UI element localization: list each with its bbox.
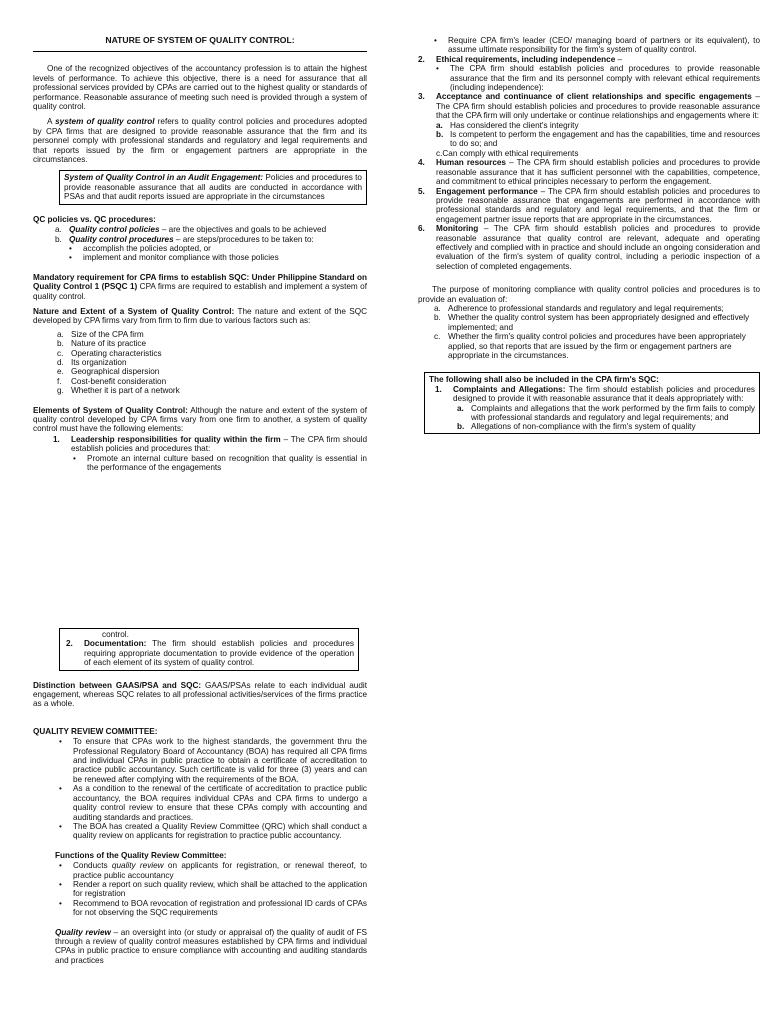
list-item: d. Its organization	[57, 357, 127, 367]
list-item: • Promote an internal culture based on recognition that quality is essential in the performance of the engagements	[73, 454, 367, 473]
left-column	[33, 36, 367, 472]
qc-list	[55, 225, 367, 263]
list-item: b. Quality control procedures – are steps/procedures to be taken to: • accomplish the policies adopted, or • implement and monitor compliance with those policies	[55, 235, 367, 263]
element-4: 4. Human resources – The CPA firm should establish policies and procedures to provide reasonable assurance that it has sufficient personnel with the capabilities, competence, and commitment to ethical principles necessary to perform the engagement.	[418, 158, 761, 187]
factors-list	[57, 330, 367, 396]
list-item: e. Geographical dispersion	[57, 367, 160, 377]
nature-paragraph: Nature and Extent of a System of Quality Control: The nature and extent of the SQC developed by CPA firms vary from firm to firm due to various factors such as:	[33, 306, 368, 326]
list-item: • Recommend to BOA revocation of registration and professional ID cards of CPAs for not observing the SQC requirements	[59, 899, 367, 918]
list-item: • To ensure that CPAs work to the highest standards, the government thru the Professional Regulatory Board of Accountancy (BOA) has required all CPA firms and individual CPAs in public practice to obtain a certificate of accreditation to practice public accountancy. Such certificate is valid for three (3) years and can be renewed after complying with the requirements of the BOA.	[59, 737, 367, 784]
list-item: b. Allegations of non-compliance with the firm's system of quality	[457, 422, 696, 432]
element-2: 2. Ethical requirements, including independence – • The CPA firm should establish policies and procedures to provide reasonable assurance that the firm and its personnel comply with relevant ethical requirements (including independence):	[418, 55, 760, 93]
right-column	[418, 36, 760, 444]
list-item: c. Operating characteristics	[57, 348, 162, 358]
purpose-paragraph: The purpose of monitoring compliance with quality control policies and procedures is to provide an evaluation of:	[418, 285, 760, 304]
documentation-box: control. 2. Documentation: The firm should establish policies and procedures requiring appropriate documentation to provide evidence of the operation of each element of its system of quality control.	[59, 628, 359, 671]
leadership-bullets	[434, 36, 760, 55]
list-item: • Require CPA firm's leader (CEO/ managing board of partners or its equivalent), to assume ultimate responsibility for the firm's system of quality control.	[434, 36, 760, 55]
list-item: • The BOA has created a Quality Review Committee (QRC) which shall conduct a quality review on applicants for registration to practice public accountancy.	[59, 822, 367, 841]
list-item: a. Complaints and allegations that the work performed by the firm fails to comply with professional standards and regulatory and legal requirements; and	[457, 403, 755, 423]
definition-box: System of Quality Control in an Audit Engagement: Policies and procedures to provide reasonable assurance that all audits are conducted in accordance with PSAs and that audit reports issued are appropriate in the circumstances	[59, 170, 367, 204]
list-item: • Conducts quality review on applicants for registration, or renewal thereof, to practice public accountancy	[59, 861, 367, 880]
element-1-bullets	[73, 454, 367, 473]
page-title: NATURE OF SYSTEM OF QUALITY CONTROL:	[105, 35, 295, 45]
list-item: • The CPA firm should establish policies and procedures to provide reasonable assurance that the firm and its personnel comply with relevant ethical requirements (including independence):	[436, 64, 760, 92]
list-item: a. Size of the CPA firm	[57, 329, 144, 339]
list-item: a. Has considered the client's integrity	[436, 120, 579, 130]
intro-paragraph-1: One of the recognized objectives of the accountancy profession is to attain the highest levels of performance. To achieve this objective, there is a need for assurance that all professional services provided by CPAs are carried out to the highest quality or standards of performance. Reasonable assurance of meeting such need is provided through a system of quality control.	[33, 64, 367, 112]
element-5: 5. Engagement performance – The CPA firm should establish policies and procedures to provide reasonable assurance that engagements are performed in accordance with professional standards and regulatory and legal requirements, and that the firm or engagement partner issue reports that are appropriate in the circumstances.	[418, 186, 760, 224]
element-6: 6. Monitoring – The CPA firm should establish policies and procedures to provide reasonable assurance that quality control are relevant, adequate and operating effectively and complied with in practice and should include an ongoing consideration and evaluation of the firm's system of quality control, including a periodic inspection of a selection of completed engagements.	[418, 224, 760, 271]
distinction-paragraph: Distinction between GAAS/PSA and SQC: GAAS/PSAs relate to each individual audit engagement, whereas SQC relates to all professional activities/services of the firms practice as a whole.	[33, 680, 367, 709]
mandatory-paragraph: Mandatory requirement for CPA firms to establish SQC: Under Philippine Standard on Quality Control 1 (PSQC 1) CPA firms are required to establish and implement a system of quality control.	[33, 272, 367, 301]
list-item: b. Whether the quality control system has been appropriately designed and effectively implemented; and	[434, 313, 750, 332]
qrc-heading: QUALITY REVIEW COMMITTEE:	[33, 726, 158, 736]
title-rule	[33, 51, 367, 52]
list-item: c.Can comply with ethical requirements	[436, 148, 579, 158]
qc-heading: QC policies vs. QC procedures:	[33, 214, 156, 224]
functions-bullets	[59, 861, 367, 917]
sqc-additional-box: The following shall also be included in the CPA firm's SQC: 1. Complaints and Allegations: The firm should establish policies and procedures designed to provide it with reasonable assurance that it deals appropriately with: a. Complaints and allegations that the work performed by the firm fails to comply with professional standards and regulatory and legal requirements; and b. Allegations of non-compliance with the firm's system of quality	[424, 372, 760, 433]
list-item: • As a condition to the renewal of the certificate of accreditation to practice public accountancy, the BOA requires individual CPAs and CPA firms to undergo a quality control review to ensure that these CPAs comply with accounting and auditing standards and practices.	[59, 784, 367, 822]
qrc-bullets	[59, 737, 367, 840]
element-3: 3. Acceptance and continuance of client relationships and specific engagements – The CPA firm should establish policies and procedures to provide reasonable assurance that the CPA firm will only undertake or continue relationships and engagements where it: a. Has considered the client's integrity b. Is competent to perform the engagement and has the capabilities, time and resources to do so; and c.Can comply with ethical requirements	[418, 92, 760, 158]
list-item: b. Is competent to perform the engagement and has the capabilities, time and resources to do so; and	[436, 130, 760, 149]
list-item: • Render a report on such quality review, which shall be attached to the application for registration	[59, 880, 367, 899]
quality-review-definition: Quality review – an oversight into (or study or appraisal of) the quality of audit of FS through a review of quality control measures established by CPA firms and individual CPAs in public practice to ensure compliance with accounting and auditing standards and practices	[55, 927, 367, 965]
term-system-of-quality-control: system of quality control	[55, 117, 155, 127]
list-item: g. Whether it is part of a network	[57, 386, 180, 396]
list-item: a. Quality control policies – are the objectives and goals to be achieved	[55, 225, 327, 235]
list-item: • implement and monitor compliance with those policies	[69, 253, 367, 262]
list-item: c. Whether the firm's quality control policies and procedures have been appropriately applied, so that reports that are issued by the firm or engagement partners are appropriate in the circumstances.	[434, 332, 746, 360]
intro-paragraph-2: A system of quality control refers to quality control policies and procedures adopted by CPA firms that are designed to provide reasonable assurance that the firm and its personnel comply with professional standards and regulatory and legal requirements and that reports issued by the firm or engagement partners are appropriate in the circumstances.	[33, 117, 367, 165]
qc-procedures-bullets	[69, 244, 367, 263]
list-item: f. Cost-benefit consideration	[57, 376, 167, 386]
purpose-list	[434, 304, 760, 360]
functions-heading: Functions of the Quality Review Committee:	[55, 850, 227, 860]
elements-paragraph: Elements of System of Quality Control: Although the nature and extent of the system of quality control developed by CPA firms vary from one firm to another, a system of quality control must have the following elements:	[33, 405, 368, 434]
list-item: b. Nature of its practice	[57, 339, 147, 349]
list-item: a. Adherence to professional standards and regulatory and legal requirements;	[434, 303, 724, 313]
element-1: 1. Leadership responsibilities for quality within the firm – The CPA firm should establish policies and procedures that: • Promote an internal culture based on recognition that quality is essential in the performance of the engagements	[53, 435, 367, 473]
list-item: • accomplish the policies adopted, or	[69, 244, 367, 253]
left-column-lower	[33, 628, 367, 971]
